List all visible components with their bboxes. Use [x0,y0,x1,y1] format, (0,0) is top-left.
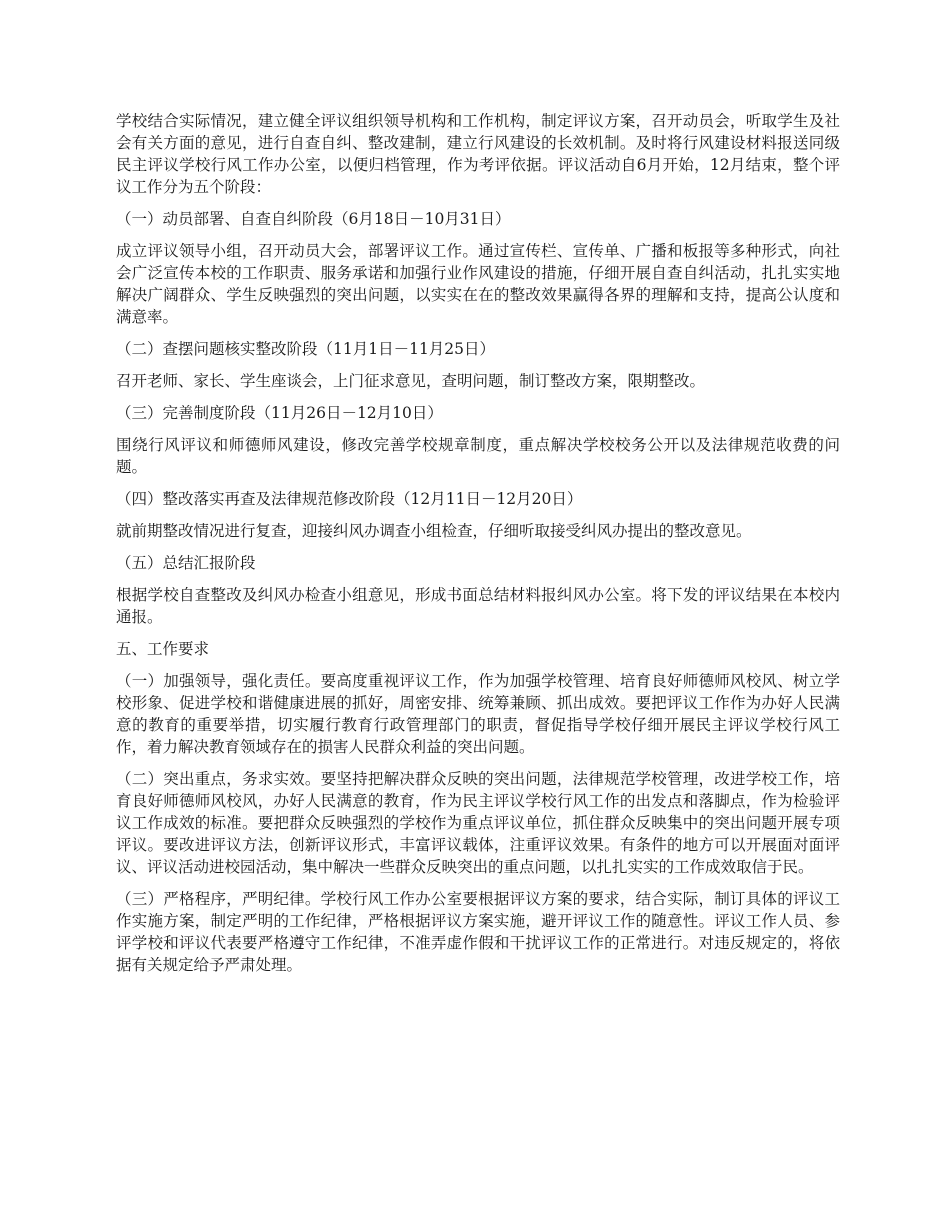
stage-2-paragraph: 召开老师、家长、学生座谈会，上门征求意见，查明问题，制订整改方案，限期整改。 [116,372,706,390]
stage-4-paragraph: 就前期整改情况进行复查，迎接纠风办调查小组检查，仔细听取接受纠风办提出的整改意见。 [116,522,752,540]
stage-5-heading: （五）总结汇报阶段 [116,554,256,572]
stage-3-paragraph: 围绕行风评议和师德师风建设，修改完善学校规章制度，重点解决学校校务公开以及法律规范收费的问题。 [116,436,840,476]
stage-1-heading: （一）动员部署、自查自纠阶段（6月18日－10月31日） [116,210,511,228]
requirement-1-paragraph: （一）加强领导，强化责任。要高度重视评议工作，作为加强学校管理、培育良好师德师风校风、树立学校形象、促进学校和谐健康进展的抓好，周密安排、统筹兼顾、抓出成效。要把评议工作作为办好人民满意的教育的重要举措，切实履行教育行政管理部门的职责，督促指导学校仔细开展民主评议学校行风工作，着力解决教育领域存在的损害人民群众利益的突出问题。 [116,672,840,756]
requirement-3-paragraph: （三）严格程序，严明纪律。学校行风工作办公室要根据评议方案的要求，结合实际，制订具体的评议工作实施方案，制定严明的工作纪律，严格根据评议方案实施，避开评议工作的随意性。评议工作人员、参评学校和评议代表要严格遵守工作纪律，不准弄虚作假和干扰评议工作的正常进行。对违反规定的，将依据有关规定给予严肃处理。 [116,890,840,974]
section-5-heading: 五、工作要求 [116,640,210,658]
stage-5-paragraph: 根据学校自查整改及纠风办检查小组意见，形成书面总结材料报纠风办公室。将下发的评议结果在本校内通报。 [116,586,840,626]
stage-4-heading: （四）整改落实再查及法律规范修改阶段（12月11日－12月20日） [116,490,583,508]
stage-2-heading: （二）查摆问题核实整改阶段（11月1日－11月25日） [116,340,496,358]
document-body [116,110,840,986]
requirement-2-paragraph: （二）突出重点，务求实效。要坚持把解决群众反映的突出问题，法律规范学校管理，改进学校工作，培育良好师德师风校风，办好人民满意的教育，作为民主评议学校行风工作的出发点和落脚点，作为检验评议工作成效的标准。要把群众反映强烈的学校作为重点评议单位，抓住群众反映集中的突出问题开展专项评议。要改进评议方法，创新评议形式，丰富评议载体，注重评议效果。有条件的地方可以开展面对面评议、评议活动进校园活动，集中解决一些群众反映突出的重点问题，以扎扎实实的工作成效取信于民。 [116,770,840,876]
intro-paragraph: 学校结合实际情况，建立健全评议组织领导机构和工作机构，制定评议方案，召开动员会，听取学生及社会有关方面的意见，进行自查自纠、整改建制，建立行风建设的长效机制。及时将行风建设材料报送同级民主评议学校行风工作办公室，以便归档管理，作为考评依据。评议活动自6月开始，12月结束，整个评议工作分为五个阶段： [116,112,840,196]
stage-3-heading: （三）完善制度阶段（11月26日－12月10日） [116,404,443,422]
stage-1-paragraph: 成立评议领导小组，召开动员大会，部署评议工作。通过宣传栏、宣传单、广播和板报等多种形式，向社会广泛宣传本校的工作职责、服务承诺和加强行业作风建设的措施，仔细开展自查自纠活动，扎扎实实地解决广阔群众、学生反映强烈的突出问题，以实实在在的整改效果赢得各界的理解和支持，提高公认度和满意率。 [116,242,840,326]
